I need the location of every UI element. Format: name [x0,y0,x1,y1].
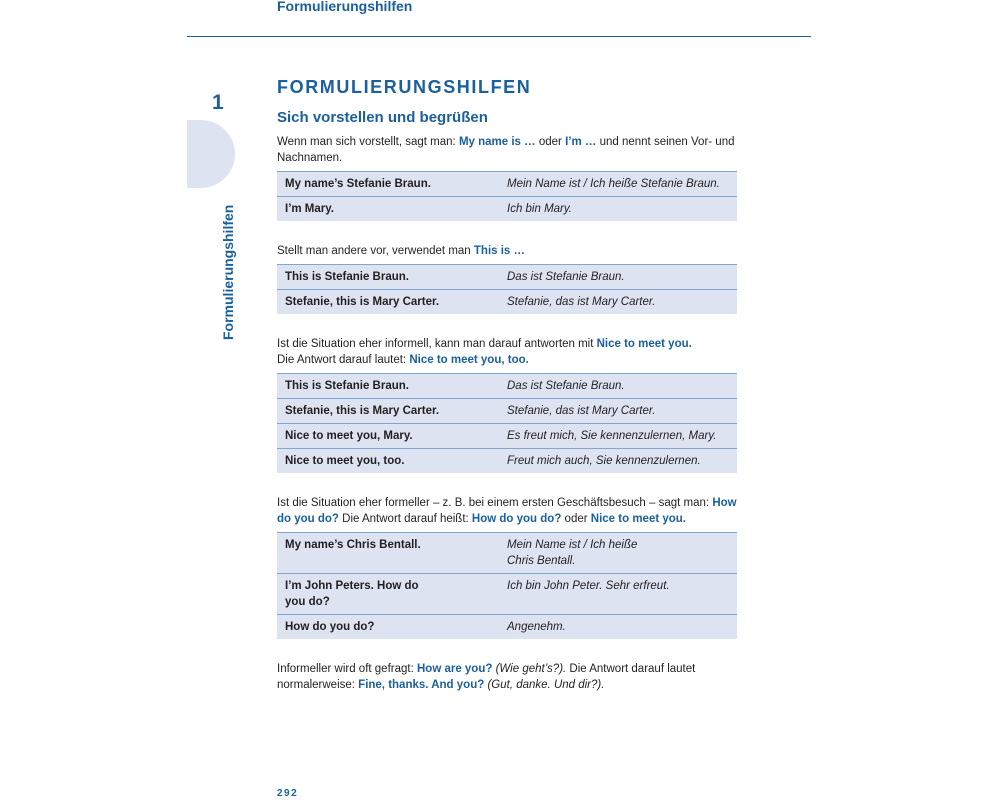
text: Wenn man sich vorstellt, sagt man: [277,136,459,148]
phrase-table-formal [277,532,737,639]
english-phrase: My name’s Stefanie Braun. [277,172,499,197]
phrase-highlight: Nice to meet you. [596,338,692,350]
phrase-table-introduce-self [277,171,737,221]
side-chapter-label: Formulierungshilfen [220,204,236,340]
table-row [277,374,737,399]
header-rule [187,36,811,37]
phrase-highlight: How do you do? [471,513,562,525]
translation-inline: (Gut, danke. Und dir?). [484,679,605,691]
table-row [277,399,737,424]
text: oder [561,513,591,525]
text: oder [535,136,566,148]
english-phrase: Stefanie, this is Mary Carter. [277,290,499,315]
table-row [277,533,737,574]
text: Ist die Situation eher informell, kann man darauf antworten mit [277,338,597,350]
phrase-highlight: How are you? [416,663,493,675]
english-phrase: My name’s Chris Bentall. [277,533,499,574]
german-translation: Das ist Stefanie Braun. [499,374,737,399]
main-content [277,76,737,693]
text: Die Antwort darauf lautet: [277,354,410,366]
german-translation: Freut mich auch, Sie kennenzulernen. [499,449,737,474]
text: Informeller wird oft gefragt: [277,663,417,675]
phrase-highlight: Nice to meet you, too. [409,354,529,366]
paragraph-formal [277,495,737,527]
chapter-tab-marker [187,120,235,188]
phrase-highlight: I’m … [565,136,597,148]
paragraph-how-are-you [277,661,737,693]
german-translation [499,533,737,574]
subsection-title: Sich vorstellen und begrüßen [277,109,488,126]
section-title: FORMULIERUNGSHILFEN [277,77,532,97]
phrase-line: I’m John Peters. How do [285,580,419,592]
german-translation: Ich bin John Peter. Sehr erfreut. [499,574,737,615]
table-row [277,265,737,290]
paragraph-informal [277,336,737,368]
table-row [277,197,737,222]
english-phrase: Nice to meet you, Mary. [277,424,499,449]
running-head: Formulierungshilfen [277,0,413,14]
table-row [277,449,737,474]
english-phrase: This is Stefanie Braun. [277,374,499,399]
chapter-number: 1 [212,91,224,114]
phrase-highlight: How do you do? [277,497,737,525]
phrase-table-informal [277,373,737,473]
text: Die Antwort darauf lautet normalerweise: [277,663,696,691]
english-phrase: How do you do? [277,615,499,640]
english-phrase [277,574,499,615]
german-translation: Angenehm. [499,615,737,640]
german-translation: Mein Name ist / Ich heiße Stefanie Braun. [499,172,737,197]
english-phrase: This is Stefanie Braun. [277,265,499,290]
german-translation: Ich bin Mary. [499,197,737,222]
paragraph-intro [277,134,737,166]
page-number: 292 [277,788,299,799]
english-phrase: I’m Mary. [277,197,499,222]
phrase-highlight: Nice to meet you. [590,513,686,525]
german-translation: Es freut mich, Sie kennenzulernen, Mary. [499,424,737,449]
english-phrase: Nice to meet you, too. [277,449,499,474]
table-row [277,172,737,197]
phrase-highlight: Fine, thanks. And you? [358,679,485,691]
phrase-highlight: This is … [473,245,526,257]
text: Die Antwort darauf heißt: [338,513,472,525]
table-row [277,424,737,449]
text: Stellt man andere vor, verwendet man [277,245,474,257]
german-translation: Das ist Stefanie Braun. [499,265,737,290]
text: Ist die Situation eher formeller – z. B. bei einem ersten Geschäftsbesuch – sagt man: [277,497,713,509]
translation-inline: (Wie geht’s?). [492,663,567,675]
table-row [277,574,737,615]
english-phrase: Stefanie, this is Mary Carter. [277,399,499,424]
german-translation: Stefanie, das ist Mary Carter. [499,290,737,315]
table-row [277,290,737,315]
translation-line: Chris Bentall. [507,555,576,567]
text: und nennt seinen Vor- und Nachnamen. [277,136,735,164]
translation-line: Mein Name ist / Ich heiße [507,539,638,551]
german-translation: Stefanie, das ist Mary Carter. [499,399,737,424]
phrase-line: you do? [285,596,330,608]
table-row [277,615,737,640]
paragraph-introduce-others [277,243,737,259]
phrase-table-introduce-others [277,264,737,314]
phrase-highlight: My name is … [458,136,536,148]
